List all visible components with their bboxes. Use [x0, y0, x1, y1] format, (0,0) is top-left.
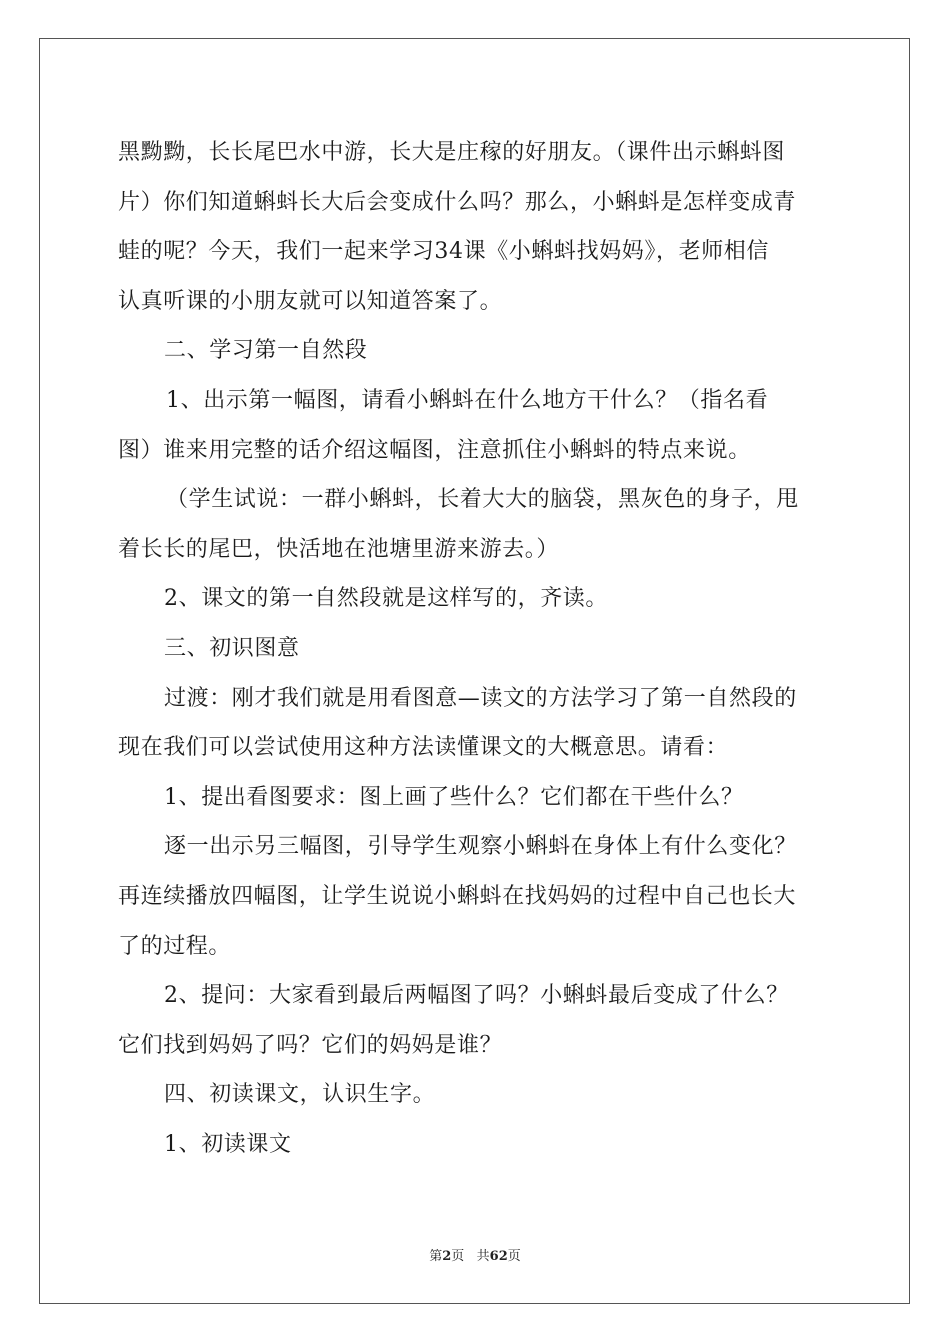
footer-page-number: 2: [442, 1249, 452, 1264]
section-heading: 四、初读课文，认识生字。: [164, 1082, 436, 1108]
text-line: 片）你们知道蝌蚪长大后会变成什么吗？那么，小蝌蚪是怎样变成青: [118, 189, 797, 215]
text-line: 黑黝黝，长长尾巴水中游，长大是庄稼的好朋友。（课件出示蝌蚪图: [118, 140, 786, 165]
footer-total-pages: 62: [489, 1249, 508, 1264]
footer-suffix: 页: [507, 1249, 521, 1264]
text-line: 着长长的尾巴，快活地在池塘里游来游去。）: [118, 536, 560, 562]
text-line: 1、提出看图要求：图上画了些什么？它们都在干些什么？: [164, 784, 744, 810]
text-line: 2、课文的第一自然段就是这样写的，齐读。: [164, 586, 608, 612]
text-line: 2、提问：大家看到最后两幅图了吗？小蝌蚪最后变成了什么？: [164, 983, 789, 1009]
text-line: 它们找到妈妈了吗？它们的妈妈是谁？: [118, 1032, 503, 1058]
footer-prefix: 第: [429, 1249, 443, 1264]
footer-middle: 页 共: [451, 1249, 490, 1264]
section-heading: 三、初识图意: [164, 635, 300, 661]
text-line: 现在我们可以尝试使用这种方法读懂课文的大概意思。请看：: [118, 735, 729, 761]
text-line: 再连续播放四幅图，让学生说说小蝌蚪在找妈妈的过程中自己也长大: [118, 883, 797, 909]
text-line: 过渡：刚才我们就是用看图意—读文的方法学习了第一自然段的: [164, 685, 797, 711]
text-line: （学生试说：一群小蝌蚪，长着大大的脑袋，黑灰色的身子，甩: [166, 487, 799, 513]
text-line: 逐一出示另三幅图，引导学生观察小蝌蚪在身体上有什么变化？: [164, 834, 797, 860]
section-heading: 二、学习第一自然段: [164, 338, 368, 364]
text-line: 蛙的呢？今天，我们一起来学习34课《小蝌蚪找妈妈》，老师相信: [118, 239, 769, 265]
document-body: [118, 128, 834, 1169]
text-line: 1、初读课文: [164, 1131, 292, 1157]
text-line: 了的过程。: [118, 933, 232, 959]
text-line: 认真听课的小朋友就可以知道答案了。: [118, 288, 503, 314]
page-footer: [0, 1245, 950, 1264]
text-line: 1、出示第一幅图，请看小蝌蚪在什么地方干什么？（指名看: [166, 387, 769, 413]
text-line: 图）谁来用完整的话介绍这幅图，注意抓住小蝌蚪的特点来说。: [118, 437, 751, 463]
